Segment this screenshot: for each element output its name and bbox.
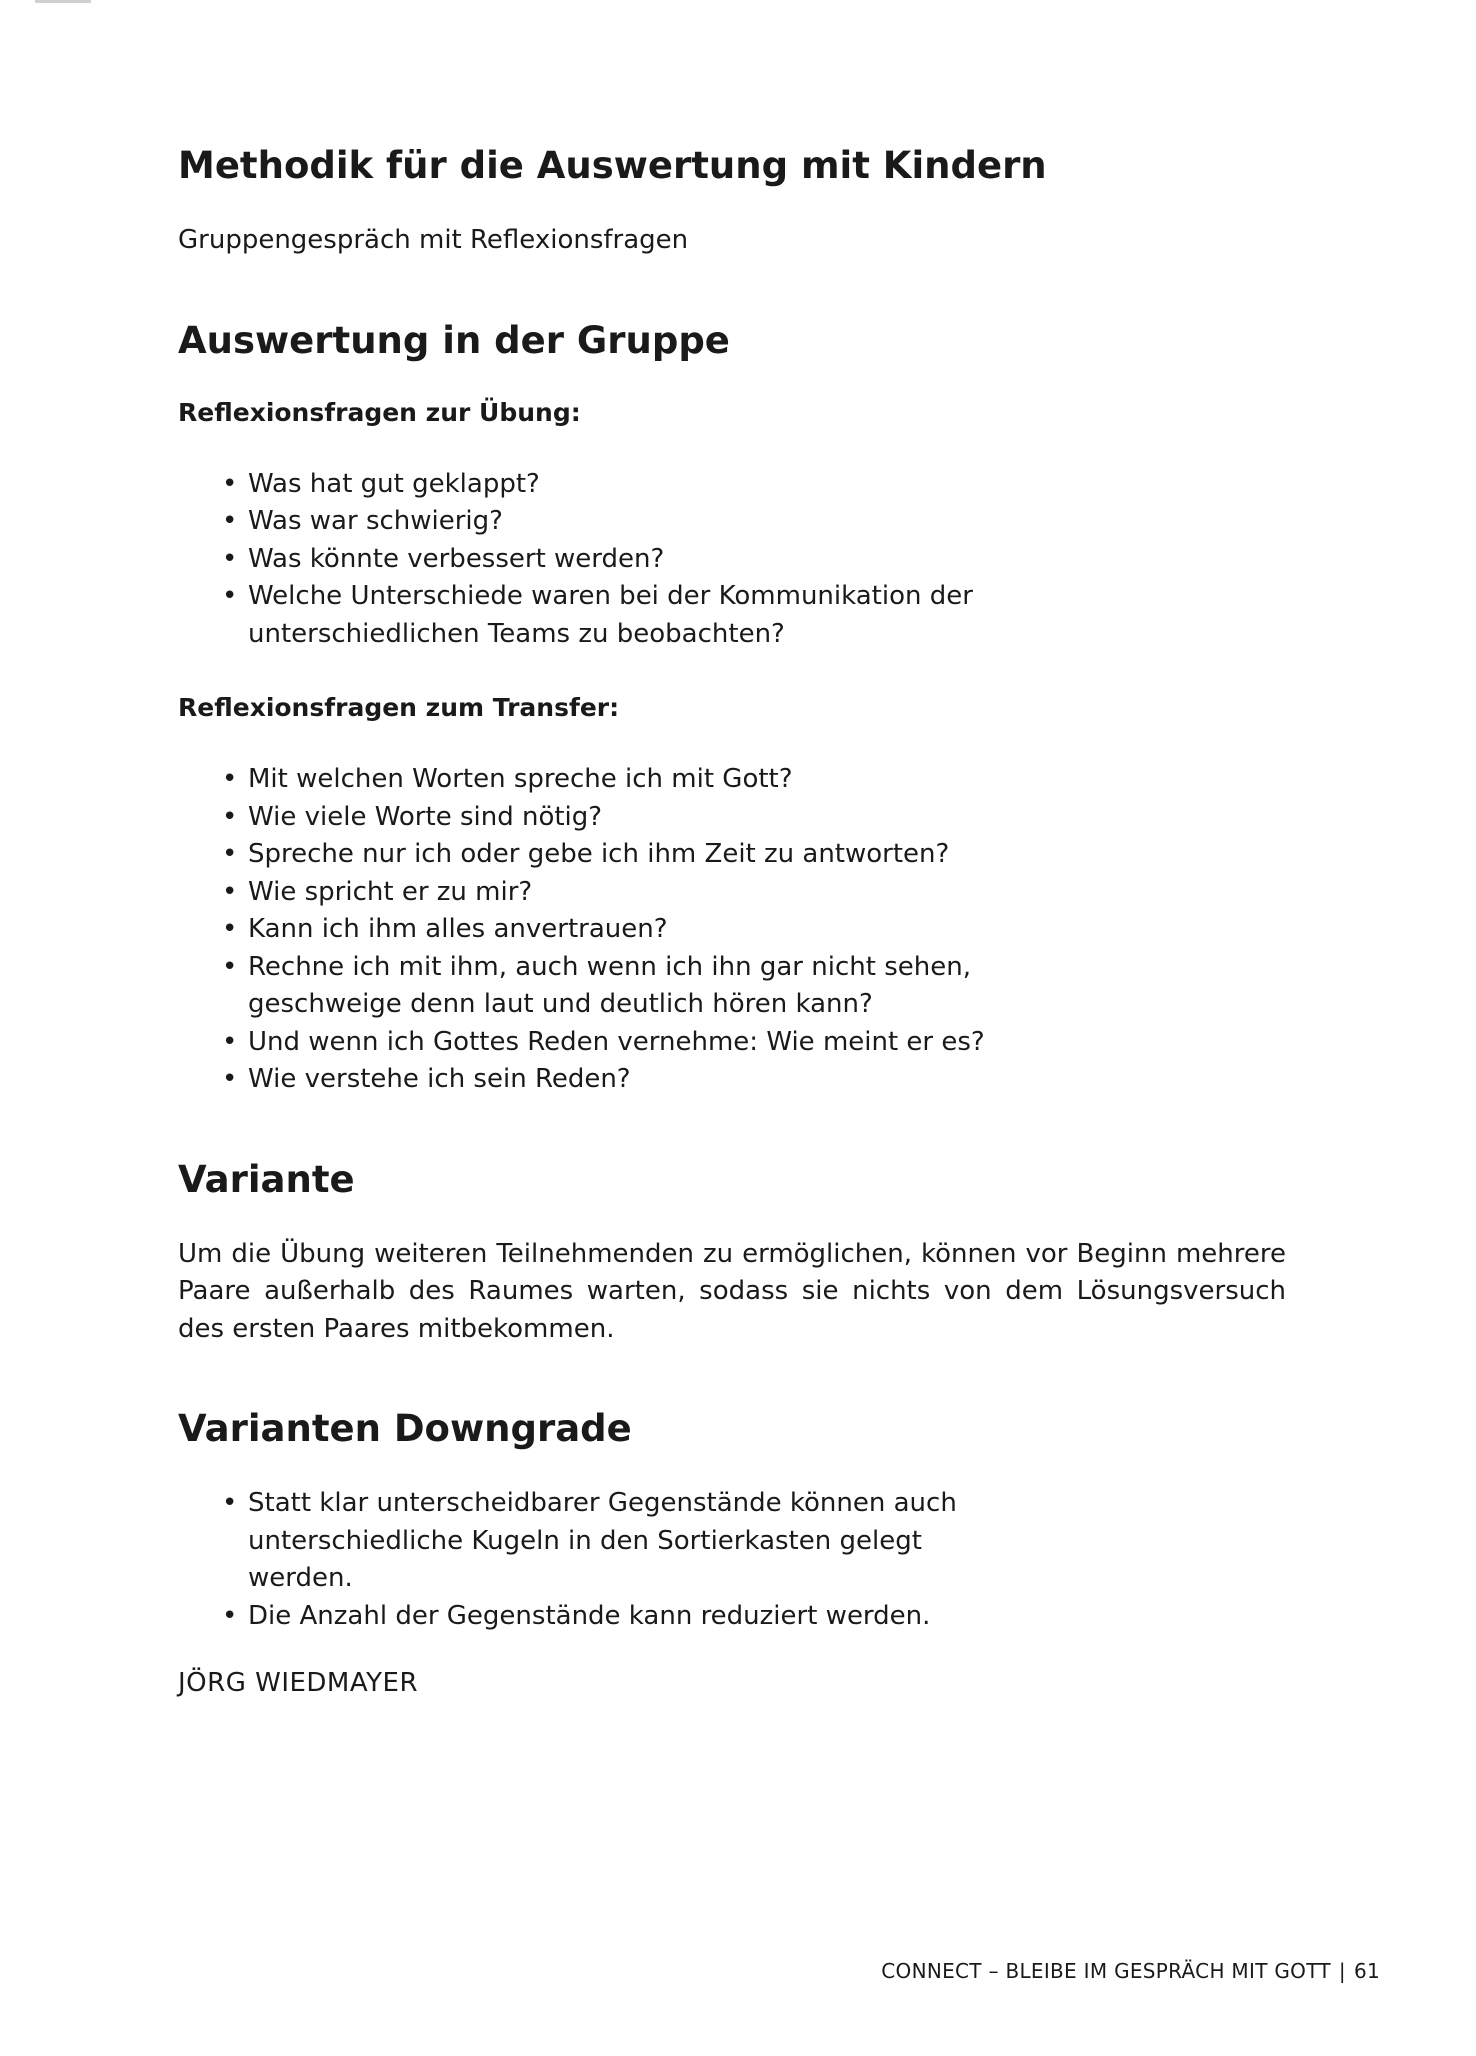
section-downgrade <box>178 1403 1286 1635</box>
page-content <box>178 140 1286 1703</box>
footer-separator: | <box>1338 1959 1346 1983</box>
subheading-exercise-questions: Reflexionsfragen zur Übung: <box>178 397 581 427</box>
subheading-transfer-questions: Reflexionsfragen zum Transfer: <box>178 693 620 722</box>
page-subtitle: Gruppengespräch mit Reflexionsfragen <box>178 225 689 255</box>
exercise-questions-list <box>178 466 1286 654</box>
list-item: • Statt klar unterscheidbarer Gegenstände können auch unterschiedliche Kugeln in den Sortierkasten gelegt werden. <box>178 1485 1018 1598</box>
author-name: JÖRG WIEDMAYER <box>178 1668 419 1698</box>
transfer-questions-list <box>178 761 1286 1099</box>
list-item: • Kann ich ihm alles anvertrauen? <box>178 911 1286 949</box>
section-heading-downgrade: Varianten Downgrade <box>178 1407 632 1450</box>
list-item: • Wie spricht er zu mir? <box>178 874 1286 912</box>
list-item: • Mit welchen Worten spreche ich mit Gott? <box>178 761 1286 799</box>
section-heading-variant: Variante <box>178 1157 355 1201</box>
list-item: • Wie verstehe ich sein Reden? <box>178 1061 1286 1099</box>
list-item: • Was könnte verbessert werden? <box>178 541 1286 579</box>
page-title: Methodik für die Auswertung mit Kindern <box>178 144 1047 187</box>
variant-paragraph: Um die Übung weiteren Teilnehmenden zu ermöglichen, können vor Beginn mehrere Paare außerhalb des Raumes warten, sodass sie nichts von dem Lösungsversuch des ersten Paares mitbekommen. <box>178 1238 1286 1344</box>
list-item: • Was hat gut geklappt? <box>178 466 1286 504</box>
list-item: • Wie viele Worte sind nötig? <box>178 799 1286 837</box>
list-item: • Was war schwierig? <box>178 503 1286 541</box>
page-number: 61 <box>1353 1959 1380 1983</box>
list-item: • Spreche nur ich oder gebe ich ihm Zeit zu antworten? <box>178 836 1286 874</box>
page-footer <box>881 1957 1380 1985</box>
list-item: • Und wenn ich Gottes Reden vernehme: Wie meint er es? <box>178 1024 1286 1062</box>
downgrade-list <box>178 1485 1286 1635</box>
list-item: • Welche Unterschiede waren bei der Kommunikation der unterschiedlichen Teams zu beobachten? <box>178 578 1038 653</box>
list-item: • Rechne ich mit ihm, auch wenn ich ihn gar nicht sehen, geschweige denn laut und deutlich hören kann? <box>178 949 1028 1024</box>
section-group-evaluation <box>178 315 1286 1099</box>
list-item: • Die Anzahl der Gegenstände kann reduziert werden. <box>178 1598 1286 1636</box>
section-heading-group: Auswertung in der Gruppe <box>178 318 730 362</box>
page-corner-mark <box>35 0 91 3</box>
footer-book-title: CONNECT – BLEIBE IM GESPRÄCH MIT GOTT <box>881 1959 1331 1983</box>
section-variant <box>178 1154 1286 1349</box>
